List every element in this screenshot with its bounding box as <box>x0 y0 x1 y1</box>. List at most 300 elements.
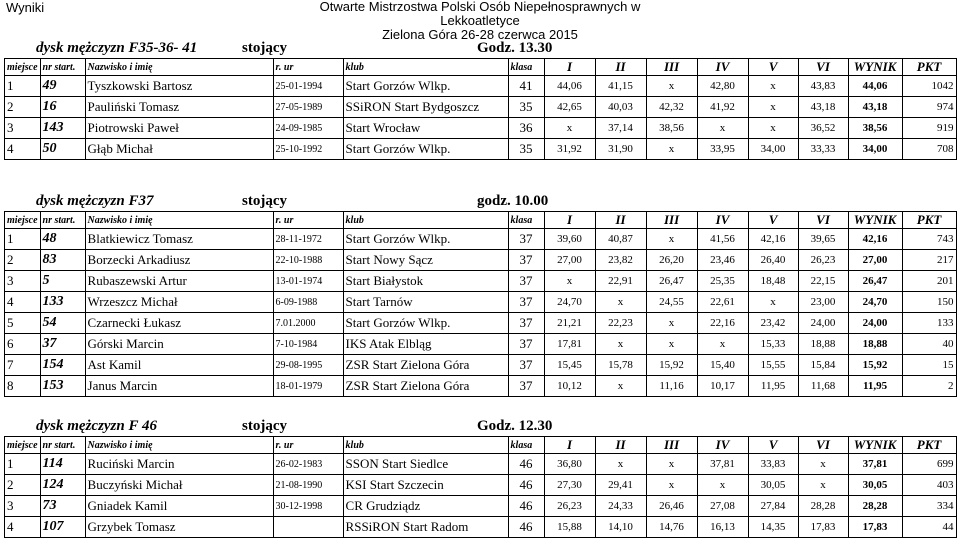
table-row <box>5 229 957 250</box>
table-header-row <box>5 59 957 76</box>
birth-date-cell: 28-11-1972 <box>273 229 343 250</box>
header-attempt-1: I <box>544 59 595 76</box>
attempt-5-cell: 27,84 <box>748 496 798 517</box>
bib-number-cell: 73 <box>40 496 85 517</box>
attempt-5-cell: 15,55 <box>748 355 798 376</box>
place-cell: 8 <box>5 376 41 397</box>
attempt-6-cell: 24,00 <box>798 313 848 334</box>
attempt-1-cell: 44,06 <box>544 76 595 97</box>
attempt-5-cell: 11,95 <box>748 376 798 397</box>
attempt-5-cell: 23,42 <box>748 313 798 334</box>
class-cell: 36 <box>508 118 544 139</box>
class-cell: 37 <box>508 334 544 355</box>
place-cell: 4 <box>5 517 41 538</box>
attempt-1-cell: x <box>544 271 595 292</box>
event-time: Godz. 12.30 <box>477 418 553 434</box>
header-class: klasa <box>508 212 544 229</box>
bib-number-cell: 16 <box>40 97 85 118</box>
event-name: dysk mężczyzn F 46 <box>36 418 157 434</box>
bib-number-cell: 143 <box>40 118 85 139</box>
table-row <box>5 496 957 517</box>
result-cell: 18,88 <box>848 334 902 355</box>
place-cell: 3 <box>5 118 41 139</box>
header-bib-number: nr start. <box>40 59 85 76</box>
bib-number-cell: 83 <box>40 250 85 271</box>
attempt-6-cell: 18,88 <box>798 334 848 355</box>
header-bib-number: nr start. <box>40 212 85 229</box>
place-cell: 2 <box>5 475 41 496</box>
result-cell: 28,28 <box>848 496 902 517</box>
header-result: WYNIK <box>848 437 902 454</box>
header-athlete-name: Nazwisko i imię <box>85 437 273 454</box>
club-cell: ZSR Start Zielona Góra <box>343 376 508 397</box>
class-cell: 37 <box>508 292 544 313</box>
attempt-6-cell: x <box>798 454 848 475</box>
header-club: klub <box>343 437 508 454</box>
header-result: WYNIK <box>848 212 902 229</box>
header-place: miejsce <box>5 59 41 76</box>
class-cell: 35 <box>508 139 544 160</box>
header-place: miejsce <box>5 437 41 454</box>
event-place-date: Zielona Góra 26-28 czerwca 2015 <box>382 27 578 42</box>
athlete-name-cell: Wrzeszcz Michał <box>85 292 273 313</box>
birth-date-cell: 25-10-1992 <box>273 139 343 160</box>
table-row <box>5 250 957 271</box>
attempt-6-cell: 11,68 <box>798 376 848 397</box>
header-place: miejsce <box>5 212 41 229</box>
result-cell: 30,05 <box>848 475 902 496</box>
attempt-3-cell: x <box>646 334 697 355</box>
header-attempt-4: IV <box>697 437 748 454</box>
attempt-1-cell: 27,00 <box>544 250 595 271</box>
attempt-2-cell: 40,87 <box>595 229 646 250</box>
points-cell: 334 <box>902 496 956 517</box>
attempt-3-cell: 14,76 <box>646 517 697 538</box>
header-attempt-3: III <box>646 59 697 76</box>
club-cell: KSI Start Szczecin <box>343 475 508 496</box>
attempt-6-cell: 22,15 <box>798 271 848 292</box>
header-attempt-5: V <box>748 59 798 76</box>
attempt-2-cell: 24,33 <box>595 496 646 517</box>
athlete-name-cell: Buczyński Michał <box>85 475 273 496</box>
attempt-2-cell: x <box>595 376 646 397</box>
header-athlete-name: Nazwisko i imię <box>85 212 273 229</box>
attempt-3-cell: 26,20 <box>646 250 697 271</box>
attempt-2-cell: 15,78 <box>595 355 646 376</box>
header-birth-date: r. ur <box>273 437 343 454</box>
class-cell: 37 <box>508 250 544 271</box>
attempt-4-cell: 33,95 <box>697 139 748 160</box>
header-attempt-2: II <box>595 212 646 229</box>
table-row <box>5 76 957 97</box>
attempt-5-cell: 34,00 <box>748 139 798 160</box>
table-row <box>5 139 957 160</box>
attempt-2-cell: 29,41 <box>595 475 646 496</box>
birth-date-cell: 29-08-1995 <box>273 355 343 376</box>
club-cell: IKS Atak Elbląg <box>343 334 508 355</box>
points-cell: 201 <box>902 271 956 292</box>
attempt-3-cell: 26,47 <box>646 271 697 292</box>
club-cell: Start Gorzów Wlkp. <box>343 313 508 334</box>
header-attempt-2: II <box>595 59 646 76</box>
header-attempt-1: I <box>544 437 595 454</box>
class-cell: 37 <box>508 313 544 334</box>
result-cell: 17,83 <box>848 517 902 538</box>
result-cell: 24,70 <box>848 292 902 313</box>
place-cell: 1 <box>5 454 41 475</box>
section-title <box>0 418 960 436</box>
attempt-1-cell: 27,30 <box>544 475 595 496</box>
bib-number-cell: 154 <box>40 355 85 376</box>
attempt-6-cell: 39,65 <box>798 229 848 250</box>
attempt-4-cell: 27,08 <box>697 496 748 517</box>
page-header <box>0 0 960 42</box>
attempt-3-cell: x <box>646 454 697 475</box>
points-cell: 403 <box>902 475 956 496</box>
attempt-6-cell: 26,23 <box>798 250 848 271</box>
bib-number-cell: 153 <box>40 376 85 397</box>
attempt-2-cell: 31,90 <box>595 139 646 160</box>
athlete-name-cell: Gniadek Kamil <box>85 496 273 517</box>
table-row <box>5 97 957 118</box>
event-style: stojący <box>242 193 287 209</box>
result-cell: 34,00 <box>848 139 902 160</box>
attempt-2-cell: 22,91 <box>595 271 646 292</box>
class-cell: 46 <box>508 454 544 475</box>
attempt-6-cell: 15,84 <box>798 355 848 376</box>
points-cell: 919 <box>902 118 956 139</box>
bib-number-cell: 48 <box>40 229 85 250</box>
birth-date-cell <box>273 517 343 538</box>
attempt-1-cell: x <box>544 118 595 139</box>
result-cell: 38,56 <box>848 118 902 139</box>
event-time: godz. 10.00 <box>477 193 549 209</box>
table-header-row <box>5 212 957 229</box>
attempt-4-cell: 25,35 <box>697 271 748 292</box>
points-cell: 44 <box>902 517 956 538</box>
place-cell: 4 <box>5 292 41 313</box>
club-cell: Start Tarnów <box>343 292 508 313</box>
header-birth-date: r. ur <box>273 59 343 76</box>
class-cell: 37 <box>508 376 544 397</box>
header-athlete-name: Nazwisko i imię <box>85 59 273 76</box>
header-attempt-4: IV <box>697 212 748 229</box>
header-result: WYNIK <box>848 59 902 76</box>
header-label: Wyniki <box>6 0 45 15</box>
header-attempt-6: VI <box>798 437 848 454</box>
club-cell: CR Grudziądz <box>343 496 508 517</box>
attempt-3-cell: x <box>646 76 697 97</box>
header-bib-number: nr start. <box>40 437 85 454</box>
place-cell: 4 <box>5 139 41 160</box>
class-cell: 46 <box>508 517 544 538</box>
attempt-6-cell: 43,83 <box>798 76 848 97</box>
table-row <box>5 376 957 397</box>
result-cell: 15,92 <box>848 355 902 376</box>
place-cell: 7 <box>5 355 41 376</box>
attempt-3-cell: 24,55 <box>646 292 697 313</box>
bib-number-cell: 37 <box>40 334 85 355</box>
result-cell: 43,18 <box>848 97 902 118</box>
attempt-4-cell: 22,16 <box>697 313 748 334</box>
table-row <box>5 292 957 313</box>
points-cell: 15 <box>902 355 956 376</box>
attempt-3-cell: 38,56 <box>646 118 697 139</box>
result-cell: 11,95 <box>848 376 902 397</box>
club-cell: SSON Start Siedlce <box>343 454 508 475</box>
results-table <box>4 436 957 538</box>
table-row <box>5 475 957 496</box>
points-cell: 150 <box>902 292 956 313</box>
header-attempt-5: V <box>748 437 798 454</box>
header-points: PKT <box>902 437 956 454</box>
birth-date-cell: 21-08-1990 <box>273 475 343 496</box>
attempt-4-cell: 42,80 <box>697 76 748 97</box>
bib-number-cell: 107 <box>40 517 85 538</box>
table-row <box>5 454 957 475</box>
points-cell: 2 <box>902 376 956 397</box>
attempt-3-cell: 42,32 <box>646 97 697 118</box>
attempt-2-cell: 23,82 <box>595 250 646 271</box>
club-cell: Start Gorzów Wlkp. <box>343 139 508 160</box>
result-cell: 26,47 <box>848 271 902 292</box>
bib-number-cell: 133 <box>40 292 85 313</box>
attempt-2-cell: 40,03 <box>595 97 646 118</box>
attempt-2-cell: x <box>595 454 646 475</box>
place-cell: 5 <box>5 313 41 334</box>
header-attempt-6: VI <box>798 212 848 229</box>
place-cell: 1 <box>5 229 41 250</box>
club-cell: Start Białystok <box>343 271 508 292</box>
attempt-3-cell: 26,46 <box>646 496 697 517</box>
birth-date-cell: 18-01-1979 <box>273 376 343 397</box>
result-cell: 37,81 <box>848 454 902 475</box>
table-row <box>5 355 957 376</box>
points-cell: 217 <box>902 250 956 271</box>
birth-date-cell: 30-12-1998 <box>273 496 343 517</box>
result-cell: 27,00 <box>848 250 902 271</box>
birth-date-cell: 25-01-1994 <box>273 76 343 97</box>
place-cell: 1 <box>5 76 41 97</box>
birth-date-cell: 13-01-1974 <box>273 271 343 292</box>
event-name: dysk mężczyzn F37 <box>36 193 154 209</box>
place-cell: 2 <box>5 250 41 271</box>
points-cell: 133 <box>902 313 956 334</box>
attempt-3-cell: x <box>646 475 697 496</box>
attempt-4-cell: 23,46 <box>697 250 748 271</box>
points-cell: 1042 <box>902 76 956 97</box>
attempt-4-cell: 41,92 <box>697 97 748 118</box>
attempt-5-cell: 26,40 <box>748 250 798 271</box>
place-cell: 6 <box>5 334 41 355</box>
class-cell: 37 <box>508 271 544 292</box>
header-attempt-5: V <box>748 212 798 229</box>
attempt-6-cell: 17,83 <box>798 517 848 538</box>
attempt-4-cell: 15,40 <box>697 355 748 376</box>
attempt-2-cell: 37,14 <box>595 118 646 139</box>
bib-number-cell: 124 <box>40 475 85 496</box>
attempt-3-cell: 11,16 <box>646 376 697 397</box>
bib-number-cell: 5 <box>40 271 85 292</box>
attempt-4-cell: 10,17 <box>697 376 748 397</box>
place-cell: 3 <box>5 271 41 292</box>
header-class: klasa <box>508 437 544 454</box>
athlete-name-cell: Ast Kamil <box>85 355 273 376</box>
attempt-1-cell: 31,92 <box>544 139 595 160</box>
points-cell: 743 <box>902 229 956 250</box>
header-club: klub <box>343 212 508 229</box>
attempt-6-cell: 23,00 <box>798 292 848 313</box>
results-table <box>4 211 957 397</box>
attempt-4-cell: 41,56 <box>697 229 748 250</box>
birth-date-cell: 26-02-1983 <box>273 454 343 475</box>
result-cell: 44,06 <box>848 76 902 97</box>
athlete-name-cell: Górski Marcin <box>85 334 273 355</box>
header-attempt-1: I <box>544 212 595 229</box>
class-cell: 41 <box>508 76 544 97</box>
attempt-3-cell: x <box>646 229 697 250</box>
points-cell: 40 <box>902 334 956 355</box>
attempt-3-cell: x <box>646 313 697 334</box>
attempt-4-cell: 16,13 <box>697 517 748 538</box>
attempt-1-cell: 10,12 <box>544 376 595 397</box>
points-cell: 699 <box>902 454 956 475</box>
points-cell: 708 <box>902 139 956 160</box>
header-attempt-6: VI <box>798 59 848 76</box>
table-header-row <box>5 437 957 454</box>
class-cell: 37 <box>508 229 544 250</box>
attempt-4-cell: x <box>697 334 748 355</box>
result-cell: 42,16 <box>848 229 902 250</box>
table-row <box>5 271 957 292</box>
header-points: PKT <box>902 59 956 76</box>
class-cell: 46 <box>508 475 544 496</box>
event-name: Otwarte Mistrzostwa Polski Osób Niepełnosprawnych w Lekkoatletyce <box>319 0 641 28</box>
attempt-1-cell: 42,65 <box>544 97 595 118</box>
attempt-4-cell: 22,61 <box>697 292 748 313</box>
header-club: klub <box>343 59 508 76</box>
club-cell: Start Gorzów Wlkp. <box>343 76 508 97</box>
attempt-5-cell: 14,35 <box>748 517 798 538</box>
birth-date-cell: 7-10-1984 <box>273 334 343 355</box>
attempt-1-cell: 15,88 <box>544 517 595 538</box>
club-cell: Start Nowy Sącz <box>343 250 508 271</box>
table-row <box>5 313 957 334</box>
results-section-f37 <box>0 193 960 397</box>
table-row <box>5 334 957 355</box>
athlete-name-cell: Rubaszewski Artur <box>85 271 273 292</box>
place-cell: 2 <box>5 97 41 118</box>
athlete-name-cell: Czarnecki Łukasz <box>85 313 273 334</box>
attempt-1-cell: 26,23 <box>544 496 595 517</box>
attempt-5-cell: x <box>748 76 798 97</box>
athlete-name-cell: Tyszkowski Bartosz <box>85 76 273 97</box>
attempt-5-cell: 15,33 <box>748 334 798 355</box>
class-cell: 37 <box>508 355 544 376</box>
attempt-2-cell: x <box>595 334 646 355</box>
athlete-name-cell: Grzybek Tomasz <box>85 517 273 538</box>
attempt-4-cell: x <box>697 118 748 139</box>
attempt-1-cell: 24,70 <box>544 292 595 313</box>
club-cell: RSSiRON Start Radom <box>343 517 508 538</box>
section-title <box>0 40 960 58</box>
birth-date-cell: 22-10-1988 <box>273 250 343 271</box>
attempt-2-cell: 22,23 <box>595 313 646 334</box>
attempt-6-cell: 33,33 <box>798 139 848 160</box>
header-attempt-4: IV <box>697 59 748 76</box>
birth-date-cell: 24-09-1985 <box>273 118 343 139</box>
event-time: Godz. 13.30 <box>477 40 553 56</box>
header-attempt-3: III <box>646 212 697 229</box>
section-title <box>0 193 960 211</box>
athlete-name-cell: Piotrowski Paweł <box>85 118 273 139</box>
athlete-name-cell: Pauliński Tomasz <box>85 97 273 118</box>
results-section-f35-36-41 <box>0 40 960 160</box>
event-style: stojący <box>242 418 287 434</box>
attempt-3-cell: x <box>646 139 697 160</box>
header-class: klasa <box>508 59 544 76</box>
attempt-5-cell: 33,83 <box>748 454 798 475</box>
athlete-name-cell: Ruciński Marcin <box>85 454 273 475</box>
attempt-1-cell: 36,80 <box>544 454 595 475</box>
bib-number-cell: 54 <box>40 313 85 334</box>
attempt-1-cell: 39,60 <box>544 229 595 250</box>
athlete-name-cell: Głąb Michał <box>85 139 273 160</box>
attempt-6-cell: x <box>798 475 848 496</box>
club-cell: ZSR Start Zielona Góra <box>343 355 508 376</box>
club-cell: Start Gorzów Wlkp. <box>343 229 508 250</box>
bib-number-cell: 114 <box>40 454 85 475</box>
class-cell: 46 <box>508 496 544 517</box>
results-section-f46 <box>0 418 960 538</box>
event-title <box>300 0 660 42</box>
attempt-2-cell: 41,15 <box>595 76 646 97</box>
header-birth-date: r. ur <box>273 212 343 229</box>
header-attempt-2: II <box>595 437 646 454</box>
attempt-2-cell: 14,10 <box>595 517 646 538</box>
result-cell: 24,00 <box>848 313 902 334</box>
attempt-5-cell: x <box>748 97 798 118</box>
birth-date-cell: 7.01.2000 <box>273 313 343 334</box>
event-style: stojący <box>242 40 287 56</box>
table-row <box>5 118 957 139</box>
attempt-5-cell: x <box>748 118 798 139</box>
attempt-2-cell: x <box>595 292 646 313</box>
attempt-3-cell: 15,92 <box>646 355 697 376</box>
place-cell: 3 <box>5 496 41 517</box>
attempt-1-cell: 17,81 <box>544 334 595 355</box>
attempt-5-cell: x <box>748 292 798 313</box>
attempt-4-cell: x <box>697 475 748 496</box>
attempt-5-cell: 42,16 <box>748 229 798 250</box>
attempt-1-cell: 21,21 <box>544 313 595 334</box>
athlete-name-cell: Borzecki Arkadiusz <box>85 250 273 271</box>
event-name: dysk mężczyzn F35-36- 41 <box>36 40 198 56</box>
athlete-name-cell: Blatkiewicz Tomasz <box>85 229 273 250</box>
birth-date-cell: 27-05-1989 <box>273 97 343 118</box>
birth-date-cell: 6-09-1988 <box>273 292 343 313</box>
bib-number-cell: 49 <box>40 76 85 97</box>
attempt-5-cell: 18,48 <box>748 271 798 292</box>
bib-number-cell: 50 <box>40 139 85 160</box>
attempt-6-cell: 43,18 <box>798 97 848 118</box>
attempt-6-cell: 28,28 <box>798 496 848 517</box>
table-row <box>5 517 957 538</box>
attempt-4-cell: 37,81 <box>697 454 748 475</box>
header-points: PKT <box>902 212 956 229</box>
header-attempt-3: III <box>646 437 697 454</box>
points-cell: 974 <box>902 97 956 118</box>
